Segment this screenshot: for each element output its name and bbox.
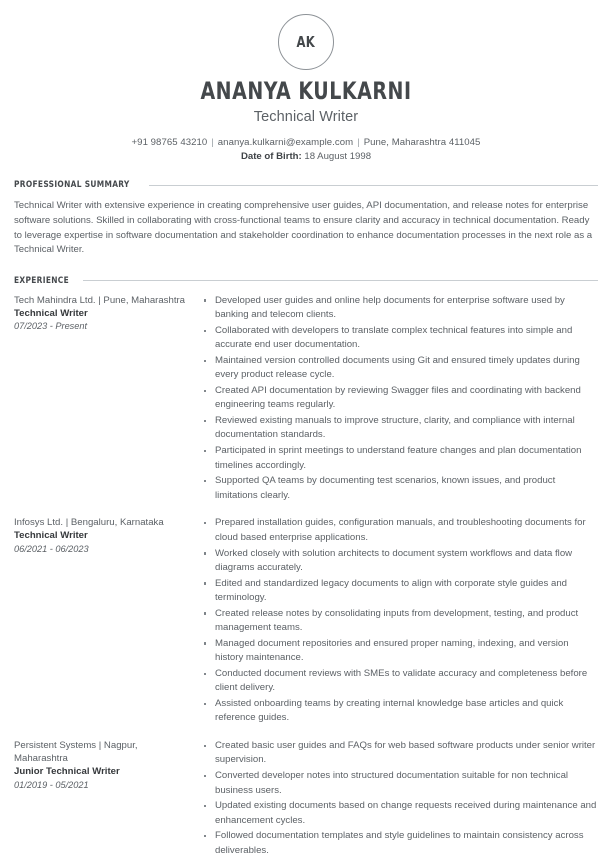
experience-dates: 01/2019 - 05/2021	[14, 779, 89, 790]
experience-details	[204, 516, 598, 727]
experience-entry	[14, 516, 598, 727]
experience-company: Infosys Ltd. | Bengaluru, Karnataka	[14, 517, 164, 529]
date-of-birth-label: Date of Birth:	[240, 151, 302, 163]
list-item: Worked closely with solution architects to document system workflows and data flow diagrams accurately.	[204, 547, 598, 576]
list-item: Managed document repositories and ensured proper naming, indexing, and version history maintenance.	[204, 637, 598, 666]
contact-separator-2: |	[357, 137, 360, 149]
list-item: Maintained version controlled documents using Git and ensured timely updates during every product release cycle.	[204, 354, 598, 383]
date-of-birth-line	[14, 151, 598, 162]
list-item: Supported QA teams by documenting test scenarios, known issues, and product limitations clearly.	[204, 474, 598, 503]
experience-meta	[14, 516, 204, 555]
resume-header	[14, 0, 598, 162]
experience-role: Technical Writer	[14, 530, 88, 542]
date-of-birth-value: 18 August 1998	[304, 151, 372, 163]
experience-meta	[14, 294, 204, 333]
experience-dates: 07/2023 - Present	[14, 321, 88, 332]
section-divider	[149, 185, 598, 186]
professional-summary-section	[14, 180, 598, 257]
experience-bullet-list	[204, 294, 598, 503]
professional-summary-text: Technical Writer with extensive experience in creating comprehensive user guides, API documentation, and release notes for enterprise software solutions. Skilled in collaborating with cross-functional teams to ensure clarity and accuracy in technical documentation. Ready to leverage expertise in software documentation and stakeholder coordination to enhance documentation processes in the next role as a Technical Writer.	[14, 200, 593, 256]
section-divider	[83, 280, 598, 281]
experience-details	[204, 739, 598, 859]
experience-meta	[14, 739, 204, 791]
professional-summary-heading	[14, 180, 598, 190]
list-item: Created release notes by consolidating inputs from development, testing, and product management teams.	[204, 607, 598, 636]
experience-bullet-list	[204, 739, 598, 858]
list-item: Assisted onboarding teams by creating internal knowledge base articles and quick reference guides.	[204, 697, 598, 726]
list-item: Conducted document reviews with SMEs to validate accuracy and completeness before client delivery.	[204, 667, 598, 696]
experience-details	[204, 294, 598, 505]
experience-section	[14, 276, 598, 860]
avatar-initials: AK	[296, 33, 316, 51]
experience-dates: 06/2021 - 06/2023	[14, 543, 89, 554]
experience-entry	[14, 739, 598, 859]
experience-company: Persistent Systems | Nagpur, Maharashtra	[14, 740, 138, 765]
list-item: Prepared installation guides, configuration manuals, and troubleshooting documents for cloud based enterprise applications.	[204, 516, 598, 545]
section-title-professional-summary: PROFESSIONAL SUMMARY	[14, 180, 130, 191]
list-item: Reviewed existing manuals to improve structure, clarity, and compliance with internal documentation standards.	[204, 414, 598, 443]
experience-role: Junior Technical Writer	[14, 766, 120, 778]
list-item: Developed user guides and online help documents for enterprise software used by banking and telecom clients.	[204, 294, 598, 323]
avatar	[278, 14, 334, 70]
contact-phone: +91 98765 43210	[131, 137, 208, 149]
list-item: Created basic user guides and FAQs for web based software products under senior writer supervision.	[204, 739, 598, 768]
contact-location: Pune, Maharashtra 411045	[363, 137, 481, 149]
list-item: Participated in sprint meetings to understand feature changes and plan documentation timelines accordingly.	[204, 444, 598, 473]
experience-heading	[14, 276, 598, 286]
contact-line	[14, 137, 598, 148]
list-item: Updated existing documents based on change requests received during maintenance and enhancement cycles.	[204, 799, 598, 828]
list-item: Converted developer notes into structured documentation suitable for non technical business users.	[204, 769, 598, 798]
experience-bullet-list	[204, 516, 598, 725]
header-job-title: Technical Writer	[253, 109, 359, 126]
experience-entry	[14, 294, 598, 505]
page-title: ANANYA KULKARNI	[200, 77, 412, 105]
experience-role: Technical Writer	[14, 307, 88, 319]
list-item: Created API documentation by reviewing Swagger files and coordinating with backend engineering teams regularly.	[204, 384, 598, 413]
contact-separator-1: |	[211, 137, 214, 149]
section-title-experience: EXPERIENCE	[14, 275, 69, 286]
experience-list	[14, 294, 598, 860]
list-item: Edited and standardized legacy documents to align with corporate style guides and terminology.	[204, 577, 598, 606]
list-item: Followed documentation templates and style guidelines to maintain consistency across deliverables.	[204, 829, 598, 858]
experience-company: Tech Mahindra Ltd. | Pune, Maharashtra	[14, 294, 186, 306]
list-item: Collaborated with developers to translate complex technical features into simple and accurate end user documentation.	[204, 324, 598, 353]
contact-email[interactable]: ananya.kulkarni@example.com	[217, 137, 354, 149]
